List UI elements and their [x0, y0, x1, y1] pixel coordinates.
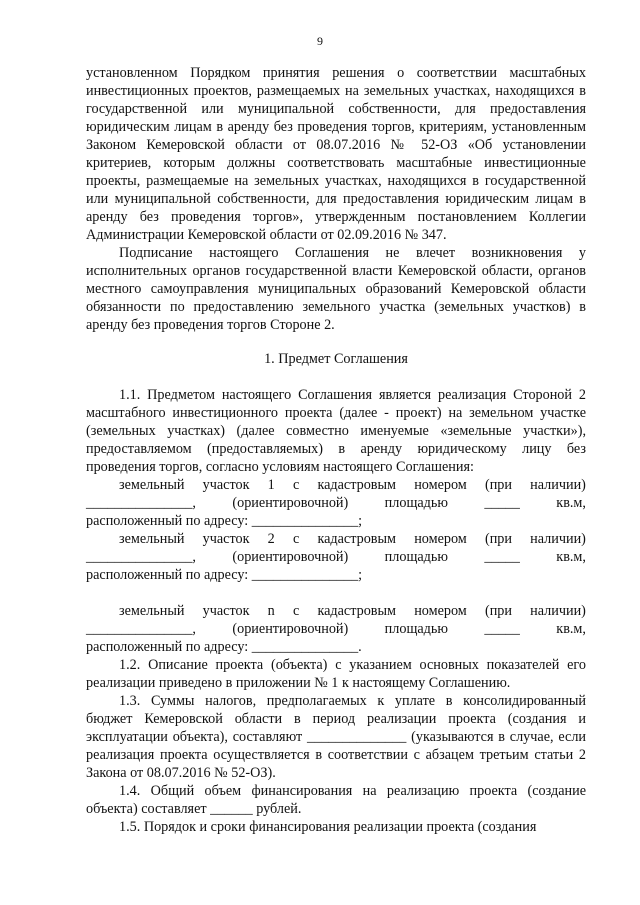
word: наличии): [530, 603, 586, 619]
paragraph-porjadok: установленном Порядком принятия решения о соответствии масштабных инвестиционных проектов, размещаемых на земельных участках, находящихся в государственной или муниципальной собственности, для предоставления юридическим лицам в аренду без проведения торгов, критериям, установленным Законом Кемеровской области от 08.07.2016 № 52-ОЗ «Об установлении критериев, которым должны соответствовать масштабные инвестиционные проекты, размещаемые на земельных участках, находящихся в государственной или муниципальной собственности, для предоставления юридическим лицам в аренду без проведения торгов», утвержденным постановлением Коллегии Администрации Кемеровской области от 02.09.2016 № 347.: [86, 65, 586, 243]
page-number: 9: [317, 34, 323, 48]
word: площадью: [384, 621, 448, 637]
word: кадастровым: [317, 603, 396, 619]
word: участок: [202, 531, 250, 547]
word: земельный: [119, 531, 185, 547]
word: с: [292, 531, 300, 547]
section-heading: 1. Предмет Соглашения: [264, 351, 408, 367]
plot-address: расположенный по адресу: _______________.: [86, 639, 362, 655]
plot-address: расположенный по адресу: _______________;: [86, 513, 363, 529]
word: площадью: [384, 549, 448, 565]
plot-address: расположенный по адресу: _______________;: [86, 567, 363, 583]
word: кв.м,: [556, 549, 586, 565]
plot-line-1: [86, 476, 586, 494]
plot-line-1: [86, 602, 586, 620]
word: наличии): [530, 477, 586, 493]
paragraph-1-2: 1.2. Описание проекта (объекта) с указанием основных показателей его реализации приведено в приложении № 1 к настоящему Соглашению.: [86, 657, 586, 691]
paragraph-1-5: 1.5. Порядок и сроки финансирования реализации проекта (создания: [119, 819, 537, 835]
word: участок: [202, 603, 250, 619]
word: (при: [484, 531, 512, 547]
word: (ориентировочной): [232, 621, 349, 637]
word: _______________,: [86, 621, 196, 637]
word: 2: [267, 531, 275, 547]
plot-line-2: [86, 620, 586, 638]
plot-line-1: [86, 530, 586, 548]
plot-line-2: [86, 494, 586, 512]
document-body: [86, 64, 586, 836]
word: кв.м,: [556, 495, 586, 511]
plot-entry: [86, 530, 586, 584]
word: n: [267, 603, 275, 619]
paragraph-podpisanie: Подписание настоящего Соглашения не влечет возникновения у исполнительных органов государственной власти Кемеровской области, органов местного самоуправления муниципальных образований Кемеровской области обязанности по предоставлению земельного участка (земельных участков) в аренду без проведения торгов Стороне 2.: [86, 245, 586, 333]
word: кадастровым: [317, 531, 396, 547]
word: наличии): [530, 531, 586, 547]
word: _____: [484, 621, 520, 637]
word: _____: [484, 495, 520, 511]
word: земельный: [119, 603, 185, 619]
word: _____: [484, 549, 520, 565]
word: _______________,: [86, 495, 196, 511]
plot-entry: [86, 476, 586, 530]
paragraph-1-3: 1.3. Суммы налогов, предполагаемых к уплате в консолидированный бюджет Кемеровской области в период реализации проекта (создания и эксплуатации объекта), составляют ______________ (указываются в случае, если реализация проекта осуществляется в соответствии с абзацем третьим статьи 2 Закона от 08.07.2016 № 52-ОЗ).: [86, 693, 586, 781]
plot-line-2: [86, 548, 586, 566]
word: (ориентировочной): [232, 495, 349, 511]
word: _______________,: [86, 549, 196, 565]
word: кв.м,: [556, 621, 586, 637]
word: с: [292, 477, 300, 493]
paragraph-1-4: 1.4. Общий объем финансирования на реализацию проекта (создание объекта) составляет ______ рублей.: [86, 783, 586, 817]
word: (ориентировочной): [232, 549, 349, 565]
word: кадастровым: [317, 477, 396, 493]
word: с: [292, 603, 300, 619]
word: (при: [484, 477, 512, 493]
plot-entry: [86, 602, 586, 656]
word: номером: [414, 531, 467, 547]
word: площадью: [384, 495, 448, 511]
blank-line: [86, 584, 586, 602]
word: 1: [267, 477, 275, 493]
word: (при: [484, 603, 512, 619]
word: земельный: [119, 477, 185, 493]
word: номером: [414, 477, 467, 493]
word: участок: [202, 477, 250, 493]
word: номером: [414, 603, 467, 619]
paragraph-1-1: 1.1. Предметом настоящего Соглашения является реализация Стороной 2 масштабного инвестиционного проекта (далее - проект) на земельном участке (земельных участках) (далее совместно именуемые «земельные участки»), предоставляемом (предоставляемых) в аренду юридическому лицу без проведения торгов, согласно условиям настоящего Соглашения:: [86, 387, 586, 475]
